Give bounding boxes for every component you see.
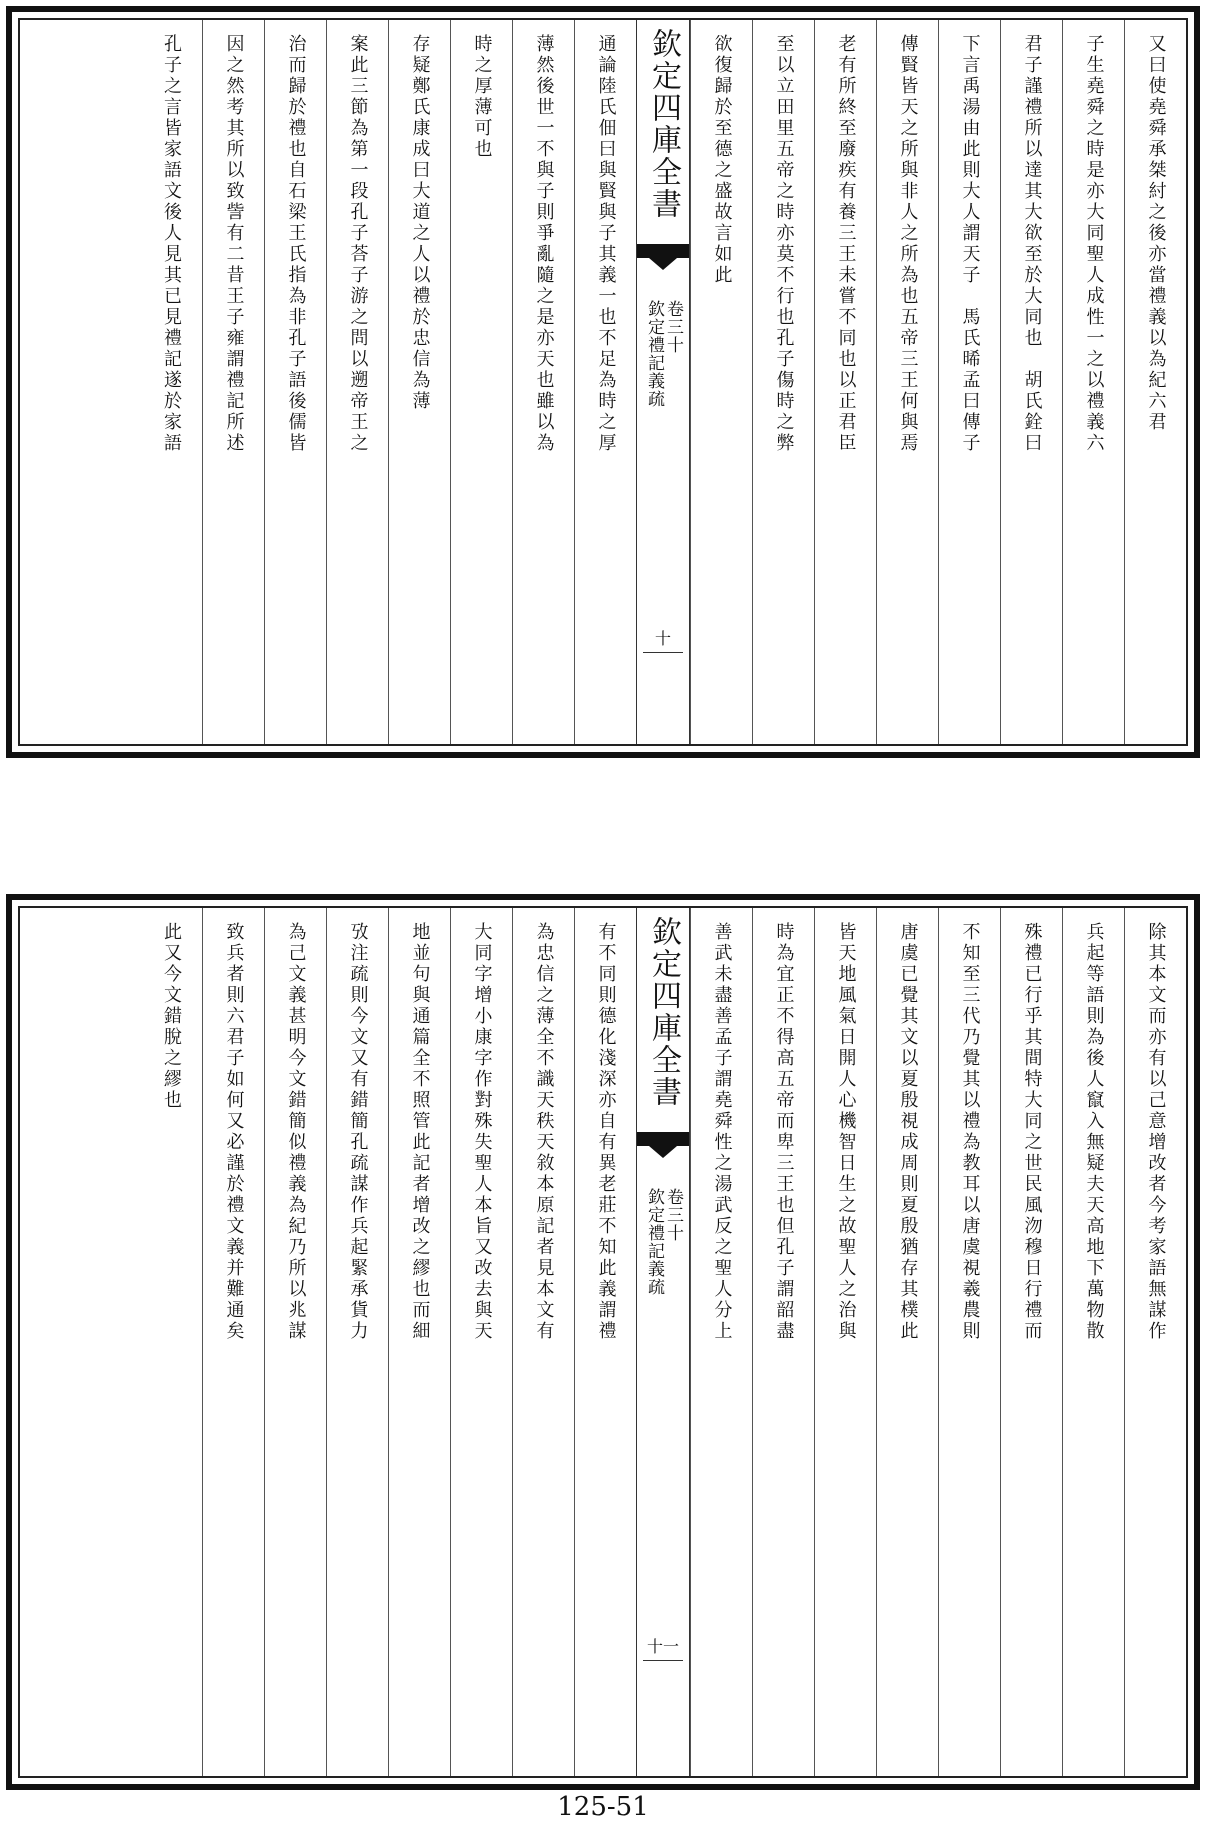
text-column: 案此三節為第一段孔子荅子游之問以遡帝王之 — [326, 20, 388, 744]
text-column: 薄然後世一不與子則爭亂隨之是亦天也雖以為 — [512, 20, 574, 744]
text-column: 欲復歸於至德之盛故言如此 — [690, 20, 752, 744]
text-column: 致兵者則六君子如何又必謹於禮文義并難通矣 — [202, 908, 264, 1776]
center-fold — [636, 20, 690, 744]
text-column: 此又今文錯脫之繆也 — [161, 922, 182, 1111]
text-column: 孔子之言皆家語文後人見其已見禮記遂於家語 — [161, 34, 182, 454]
text-column: 有不同則德化淺深亦自有異老莊不知此義謂禮 — [574, 908, 636, 1776]
volume-label: 欽定禮記義疏 卷三十 — [644, 300, 683, 408]
text-column: 不知至三代乃覺其以禮為教耳以唐虞視羲農則 — [938, 908, 1000, 1776]
top-page-frame — [18, 18, 1188, 746]
folio-rule — [643, 1660, 683, 1661]
text-column: 君子謹禮所以達其大欲至於大同也 胡氏銓曰 — [1000, 20, 1062, 744]
text-column: 地並句與通篇全不照管此記者增改之繆也而細 — [388, 908, 450, 1776]
text-column: 為忠信之薄全不識天秩天敘本原記者見本文有 — [512, 908, 574, 1776]
text-column: 善武未盡善孟子謂堯舜性之湯武反之聖人分上 — [690, 908, 752, 1776]
text-column: 子生堯舜之時是亦大同聖人成性一之以禮義六 — [1062, 20, 1124, 744]
text-column: 通論陸氏佃曰與賢與子其義一也不足為時之厚 — [574, 20, 636, 744]
folio-number: 十一 — [646, 1637, 679, 1656]
text-column: 大同字增小康字作對殊失聖人本旨又改去與天 — [450, 908, 512, 1776]
text-column: 皆天地風氣日開人心機智日生之故聖人之治與 — [814, 908, 876, 1776]
text-column: 至以立田里五帝之時亦莫不行也孔子傷時之弊 — [752, 20, 814, 744]
text-column: 除其本文而亦有以己意增改者今考家語無謀作 — [1124, 908, 1186, 1776]
text-column: 時為宜正不得高五帝而卑三王也但孔子謂韶盡 — [752, 908, 814, 1776]
bottom-page — [6, 894, 1200, 1790]
text-column: 治而歸於禮也自石梁王氏指為非孔子語後儒皆 — [264, 20, 326, 744]
fishtail-mark — [637, 1132, 689, 1146]
text-column: 因之然考其所以致訾有二昔王子雍謂禮記所述 — [202, 20, 264, 744]
book-title: 欽定四庫全書 — [646, 28, 681, 220]
text-column: 唐虞已覺其文以夏殷視成周則夏殷猶存其樸此 — [876, 908, 938, 1776]
text-column: 兵起等語則為後人竄入無疑夫天高地下萬物散 — [1062, 908, 1124, 1776]
book-title: 欽定四庫全書 — [646, 916, 681, 1108]
text-column: 老有所終至廢疾有養三王未嘗不同也以正君臣 — [814, 20, 876, 744]
text-column: 又曰使堯舜承桀紂之後亦當禮義以為紀六君 — [1124, 20, 1186, 744]
text-column: 攷注疏則今文又有錯簡孔疏謀作兵起緊承貨力 — [326, 908, 388, 1776]
volume-label: 欽定禮記義疏 卷三十 — [644, 1188, 683, 1296]
folio-number: 十 — [654, 629, 671, 648]
fishtail-mark — [637, 244, 689, 258]
text-column: 為己文義甚明今文錯簡似禮義為紀乃所以兆謀 — [264, 908, 326, 1776]
text-column: 時之厚薄可也 — [450, 20, 512, 744]
text-column: 殊禮已行乎其間特大同之世民風沕穆日行禮而 — [1000, 908, 1062, 1776]
center-fold — [636, 908, 690, 1776]
bottom-page-frame — [18, 906, 1188, 1778]
page-number: 125-51 — [557, 1792, 649, 1822]
top-page — [6, 6, 1200, 758]
text-column: 存疑鄭氏康成曰大道之人以禮於忠信為薄 — [388, 20, 450, 744]
text-column: 傳賢皆天之所與非人之所為也五帝三王何與焉 — [876, 20, 938, 744]
text-column: 下言禹湯由此則大人謂天子 馬氏晞孟曰傳子 — [938, 20, 1000, 744]
folio-rule — [643, 652, 683, 653]
